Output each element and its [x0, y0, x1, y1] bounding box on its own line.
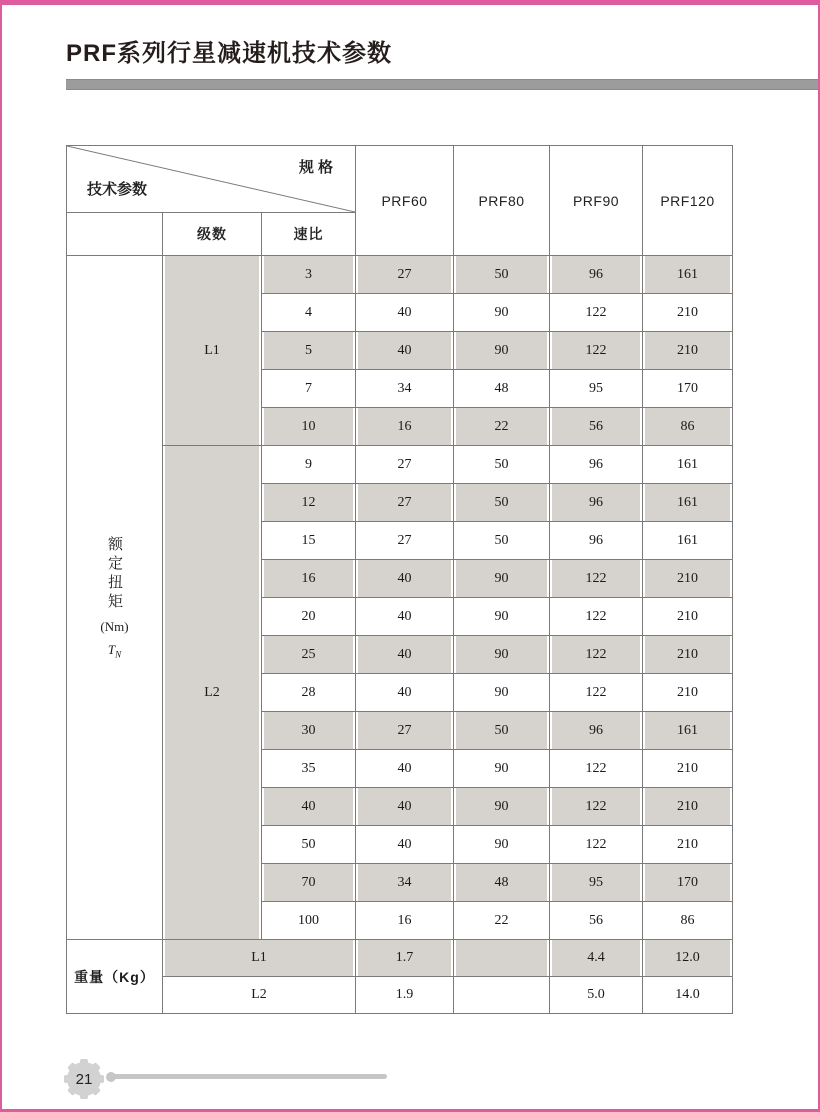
torque-label — [67, 536, 162, 660]
value-cell: 27 — [356, 712, 454, 750]
ratio-cell: 12 — [262, 484, 356, 522]
value-cell: 210 — [643, 598, 733, 636]
value-cell: 96 — [550, 522, 643, 560]
value-cell: 96 — [550, 712, 643, 750]
page-title: PRF系列行星减速机技术参数 — [66, 40, 392, 67]
value-cell: 95 — [550, 370, 643, 408]
value-cell: 210 — [643, 560, 733, 598]
value-cell: 90 — [454, 294, 550, 332]
value-cell: 40 — [356, 560, 454, 598]
value-cell: 50 — [454, 522, 550, 560]
data-row — [67, 256, 733, 294]
page-footer — [62, 1057, 462, 1103]
footer-decorative-line — [112, 1074, 387, 1079]
weight-label-cell: 重量（Kg） — [67, 940, 163, 1014]
value-cell: 122 — [550, 332, 643, 370]
weight-stage-cell: L1 — [163, 940, 356, 977]
value-cell: 170 — [643, 370, 733, 408]
value-cell: 122 — [550, 674, 643, 712]
column-header-prf90: PRF90 — [550, 146, 643, 256]
value-cell: 27 — [356, 256, 454, 294]
ratio-cell: 100 — [262, 902, 356, 940]
page-number: 21 — [75, 1071, 93, 1088]
value-cell: 161 — [643, 484, 733, 522]
value-cell: 122 — [550, 294, 643, 332]
ratio-cell: 3 — [262, 256, 356, 294]
value-cell: 40 — [356, 674, 454, 712]
data-row — [67, 446, 733, 484]
ratio-cell: 4 — [262, 294, 356, 332]
ratio-cell: 30 — [262, 712, 356, 750]
value-cell: 90 — [454, 750, 550, 788]
value-cell: 122 — [550, 750, 643, 788]
ratio-cell: 70 — [262, 864, 356, 902]
torque-label-unit: (Nm) — [100, 618, 129, 634]
torque-label-text: 额定扭矩 — [106, 535, 122, 612]
value-cell: 40 — [356, 294, 454, 332]
value-cell: 48 — [454, 864, 550, 902]
ratio-cell: 15 — [262, 522, 356, 560]
weight-row — [67, 940, 733, 977]
ratio-cell: 10 — [262, 408, 356, 446]
ratio-cell: 9 — [262, 446, 356, 484]
weight-value-cell: 1.9 — [356, 977, 454, 1014]
corner-label-spec: 规 格 — [298, 159, 333, 176]
value-cell: 90 — [454, 560, 550, 598]
value-cell: 210 — [643, 294, 733, 332]
value-cell: 95 — [550, 864, 643, 902]
value-cell: 210 — [643, 826, 733, 864]
value-cell: 122 — [550, 560, 643, 598]
value-cell: 122 — [550, 788, 643, 826]
ratio-cell: 40 — [262, 788, 356, 826]
corner-label-tech-params: 技术参数 — [87, 181, 148, 198]
value-cell: 210 — [643, 636, 733, 674]
stage-cell: L1 — [163, 256, 262, 446]
page-number-gear-icon — [62, 1057, 106, 1101]
value-cell: 210 — [643, 750, 733, 788]
value-cell: 210 — [643, 332, 733, 370]
value-cell: 50 — [454, 256, 550, 294]
value-cell: 96 — [550, 256, 643, 294]
stage-cell: L2 — [163, 446, 262, 940]
value-cell: 56 — [550, 902, 643, 940]
weight-value-cell: 5.0 — [550, 977, 643, 1014]
value-cell: 16 — [356, 902, 454, 940]
column-header-prf120: PRF120 — [643, 146, 733, 256]
value-cell: 122 — [550, 598, 643, 636]
weight-value-cell — [454, 977, 550, 1014]
value-cell: 161 — [643, 522, 733, 560]
value-cell: 34 — [356, 370, 454, 408]
value-cell: 22 — [454, 902, 550, 940]
value-cell: 122 — [550, 636, 643, 674]
value-cell: 40 — [356, 788, 454, 826]
value-cell: 161 — [643, 712, 733, 750]
value-cell: 170 — [643, 864, 733, 902]
value-cell: 90 — [454, 674, 550, 712]
ratio-cell: 7 — [262, 370, 356, 408]
weight-value-cell: 14.0 — [643, 977, 733, 1014]
value-cell: 90 — [454, 636, 550, 674]
weight-value-cell: 1.7 — [356, 940, 454, 977]
value-cell: 16 — [356, 408, 454, 446]
value-cell: 210 — [643, 788, 733, 826]
weight-value-cell: 12.0 — [643, 940, 733, 977]
blank-header-cell — [67, 213, 163, 256]
value-cell: 90 — [454, 598, 550, 636]
header-row-1 — [67, 146, 733, 213]
value-cell: 27 — [356, 522, 454, 560]
weight-value-cell: 4.4 — [550, 940, 643, 977]
value-cell: 90 — [454, 826, 550, 864]
value-cell: 27 — [356, 446, 454, 484]
weight-value-cell — [454, 940, 550, 977]
column-header-prf60: PRF60 — [356, 146, 454, 256]
value-cell: 210 — [643, 674, 733, 712]
value-cell: 40 — [356, 826, 454, 864]
value-cell: 40 — [356, 332, 454, 370]
value-cell: 40 — [356, 750, 454, 788]
value-cell: 90 — [454, 332, 550, 370]
value-cell: 34 — [356, 864, 454, 902]
value-cell: 50 — [454, 446, 550, 484]
value-cell: 22 — [454, 408, 550, 446]
ratio-cell: 5 — [262, 332, 356, 370]
spec-table — [66, 145, 733, 1014]
ratio-cell: 50 — [262, 826, 356, 864]
value-cell: 48 — [454, 370, 550, 408]
value-cell: 40 — [356, 598, 454, 636]
weight-stage-cell: L2 — [163, 977, 356, 1014]
value-cell: 96 — [550, 484, 643, 522]
ratio-cell: 16 — [262, 560, 356, 598]
torque-label-cell — [67, 256, 163, 940]
sub-header-stages: 级数 — [163, 213, 262, 256]
value-cell: 86 — [643, 902, 733, 940]
weight-row — [67, 977, 733, 1014]
value-cell: 122 — [550, 826, 643, 864]
table-corner-cell — [67, 146, 356, 213]
column-header-prf80: PRF80 — [454, 146, 550, 256]
value-cell: 50 — [454, 712, 550, 750]
value-cell: 56 — [550, 408, 643, 446]
value-cell: 161 — [643, 446, 733, 484]
title-underline-bar — [66, 79, 818, 90]
value-cell: 86 — [643, 408, 733, 446]
ratio-cell: 28 — [262, 674, 356, 712]
ratio-cell: 25 — [262, 636, 356, 674]
value-cell: 161 — [643, 256, 733, 294]
ratio-cell: 20 — [262, 598, 356, 636]
torque-symbol: $T_N$ — [107, 641, 122, 660]
value-cell: 27 — [356, 484, 454, 522]
sub-header-ratio: 速比 — [262, 213, 356, 256]
value-cell: 96 — [550, 446, 643, 484]
value-cell: 90 — [454, 788, 550, 826]
value-cell: 50 — [454, 484, 550, 522]
value-cell: 40 — [356, 636, 454, 674]
ratio-cell: 35 — [262, 750, 356, 788]
